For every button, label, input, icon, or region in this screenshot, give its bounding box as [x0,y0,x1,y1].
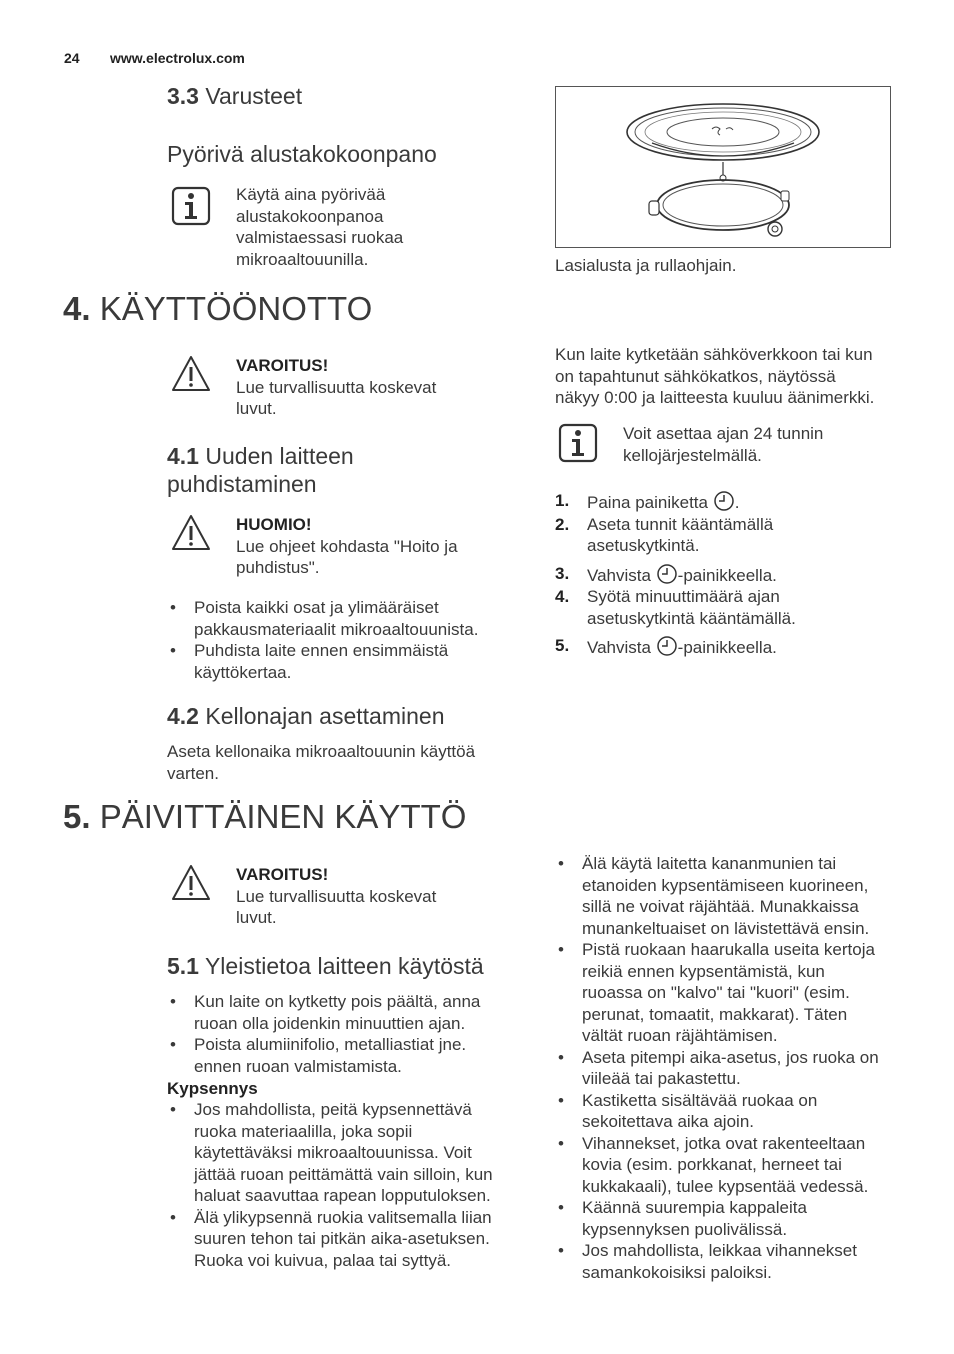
step-item: 1. Paina painiketta . [555,491,740,512]
clock-steps [555,490,915,659]
section-title: Varusteet [205,83,303,109]
section-number: 3.3 [167,83,199,109]
list-item: • Poista alumiinifolio, metalliastiat jne. ennen ruoan valmistamista. [167,1034,537,1077]
info-icon [171,186,211,226]
info-icon [558,423,598,463]
caution-text [236,514,458,579]
text-line: varten. [167,763,219,783]
chapter-4-heading [63,290,372,328]
warning-line: luvut. [236,908,277,927]
info-line: Käytä aina pyörivää [236,185,386,204]
cooking-label: Kypsennys [167,1079,258,1098]
clock-icon [713,490,735,512]
warning-line: Lue turvallisuutta koskevat [236,377,437,397]
general-usage-list [167,991,537,1077]
info-line: Voit asettaa ajan 24 tunnin [623,424,824,443]
list-item: • Poista kaikki osat ja ylimääräiset pakkausmateriaalit mikroaaltouunista. [167,597,527,640]
warning-label: VAROITUS! [236,356,329,375]
page-number: 24 [64,50,80,66]
text-line: on tapahtunut sähkökatkos, näytössä [555,366,836,386]
power-intro [555,344,874,409]
info-text [623,423,823,466]
caution-line: puhdistus". [236,558,320,577]
caution-label: HUOMIO! [236,515,312,534]
clock-intro [167,741,475,784]
step-number: 3. [555,563,570,583]
info-text [236,184,403,270]
step-item: 2. Aseta tunnit kääntämällä asetuskytkintä. [555,514,774,555]
warning-line: luvut. [236,399,277,418]
section-title: Uuden laitteen [205,443,354,469]
website-url: www.electrolux.com [110,50,245,66]
warning-text [236,355,436,420]
step-item: 5. Vahvista -painikkeella. [555,636,777,657]
info-line: kellojärjestelmällä. [623,445,762,465]
step-number: 4. [555,587,570,606]
text-line: näkyy 0:00 ja laitteesta kuuluu äänimerkki. [555,388,875,407]
info-line: mikroaaltouunilla. [236,249,369,269]
cooking-list [167,1099,537,1271]
section-number: 4.2 [167,703,199,729]
caution-line: Lue ohjeet kohdasta "Hoito ja [236,536,458,556]
clock-icon [656,635,678,657]
info-line: valmistaessasi ruokaa [236,228,404,247]
section-4-1-heading [167,442,354,498]
section-4-2-heading [167,702,444,730]
chapter-number: 4. [63,290,91,327]
clock-icon [656,563,678,585]
warning-icon [171,354,211,394]
warning-line: Lue turvallisuutta koskevat [236,886,437,906]
caution-icon [171,513,211,553]
cooking-tips-list [555,853,925,1283]
subsection-title: Pyörivä alustakokoonpano [167,141,437,167]
section-5-1-heading [167,952,484,980]
chapter-title: KÄYTTÖÖNOTTO [99,290,373,327]
section-3-3-heading [167,82,302,110]
text-line: Aseta kellonaika mikroaaltouunin käyttöä [167,742,476,761]
section-title: Kellonajan asettaminen [205,703,445,729]
list-item: • Älä käytä laitetta kananmunien tai etanoiden kypsentämiseen kuorineen, sillä ne voivat räjähtää. Munakkaissa munankeltuaiset on lävistettävä ensin. [555,853,925,939]
figure-caption: Lasialusta ja rullaohjain. [555,256,737,275]
step-number: 2. [555,514,570,534]
info-line: alustakokoonpanoa [236,206,384,226]
turntable-illustration [556,87,890,247]
list-item: • Puhdista laite ennen ensimmäistä käyttökertaa. [167,640,527,683]
step-number: 5. [555,636,570,655]
warning-label: VAROITUS! [236,865,329,884]
list-item: • Älä ylikypsennä ruokia valitsemalla liian suuren tehon tai pitkän aika-asetuksen. Ruoka voi kuivua, palaa tai syttyä. [167,1207,537,1272]
list-item: • Vihannekset, jotka ovat rakenteeltaan kovia (esim. porkkanat, herneet tai kukkakaali), tulee kypsentää vedessä. [555,1133,925,1198]
section-title-line: puhdistaminen [167,471,317,497]
warning-text [236,864,436,929]
list-item: • Kun laite on kytketty pois päältä, anna ruoan olla joidenkin minuuttien ajan. [167,991,537,1034]
section-number: 5.1 [167,953,199,979]
turntable-figure [555,86,891,248]
section-title: Yleistietoa laitteen käytöstä [204,953,484,979]
step-number: 1. [555,491,570,510]
list-item: • Jos mahdollista, leikkaa vihannekset samankokoisiksi paloiksi. [555,1240,925,1283]
chapter-5-heading [63,798,466,836]
chapter-number: 5. [63,798,91,835]
warning-icon [171,863,211,903]
chapter-title: PÄIVITTÄINEN KÄYTTÖ [99,798,467,835]
list-item: • Pistä ruokaan haarukalla useita kertoja reikiä ennen kypsentämistä, kun ruoassa on "kalvo" tai "kuori" (esim. perunat, tomaatit, makkarat). Täten vältät ruoan räjähtämisen. [555,939,925,1047]
section-number: 4.1 [167,443,199,469]
step-item: 4. Syötä minuuttimäärä ajan asetuskytkintä kääntämällä. [555,587,796,628]
list-item: • Jos mahdollista, peitä kypsennettävä ruoka materiaalilla, joka sopii käytettäväksi mikroaaltouunissa. Voit jättää ruoan peittämättä vain silloin, kun haluat saavuttaa rapean lopputuloksen. [167,1099,537,1207]
list-item: • Aseta pitempi aika-asetus, jos ruoka on viileää tai pakastettu. [555,1047,925,1090]
step-item: 3. Vahvista -painikkeella. [555,563,777,585]
list-item: • Käännä suurempia kappaleita kypsennyksen puolivälissä. [555,1197,925,1240]
cleaning-list [167,597,527,683]
list-item: • Kastiketta sisältävää ruokaa on sekoitettava aika ajoin. [555,1090,925,1133]
text-line: Kun laite kytketään sähköverkkoon tai kun [555,345,873,364]
